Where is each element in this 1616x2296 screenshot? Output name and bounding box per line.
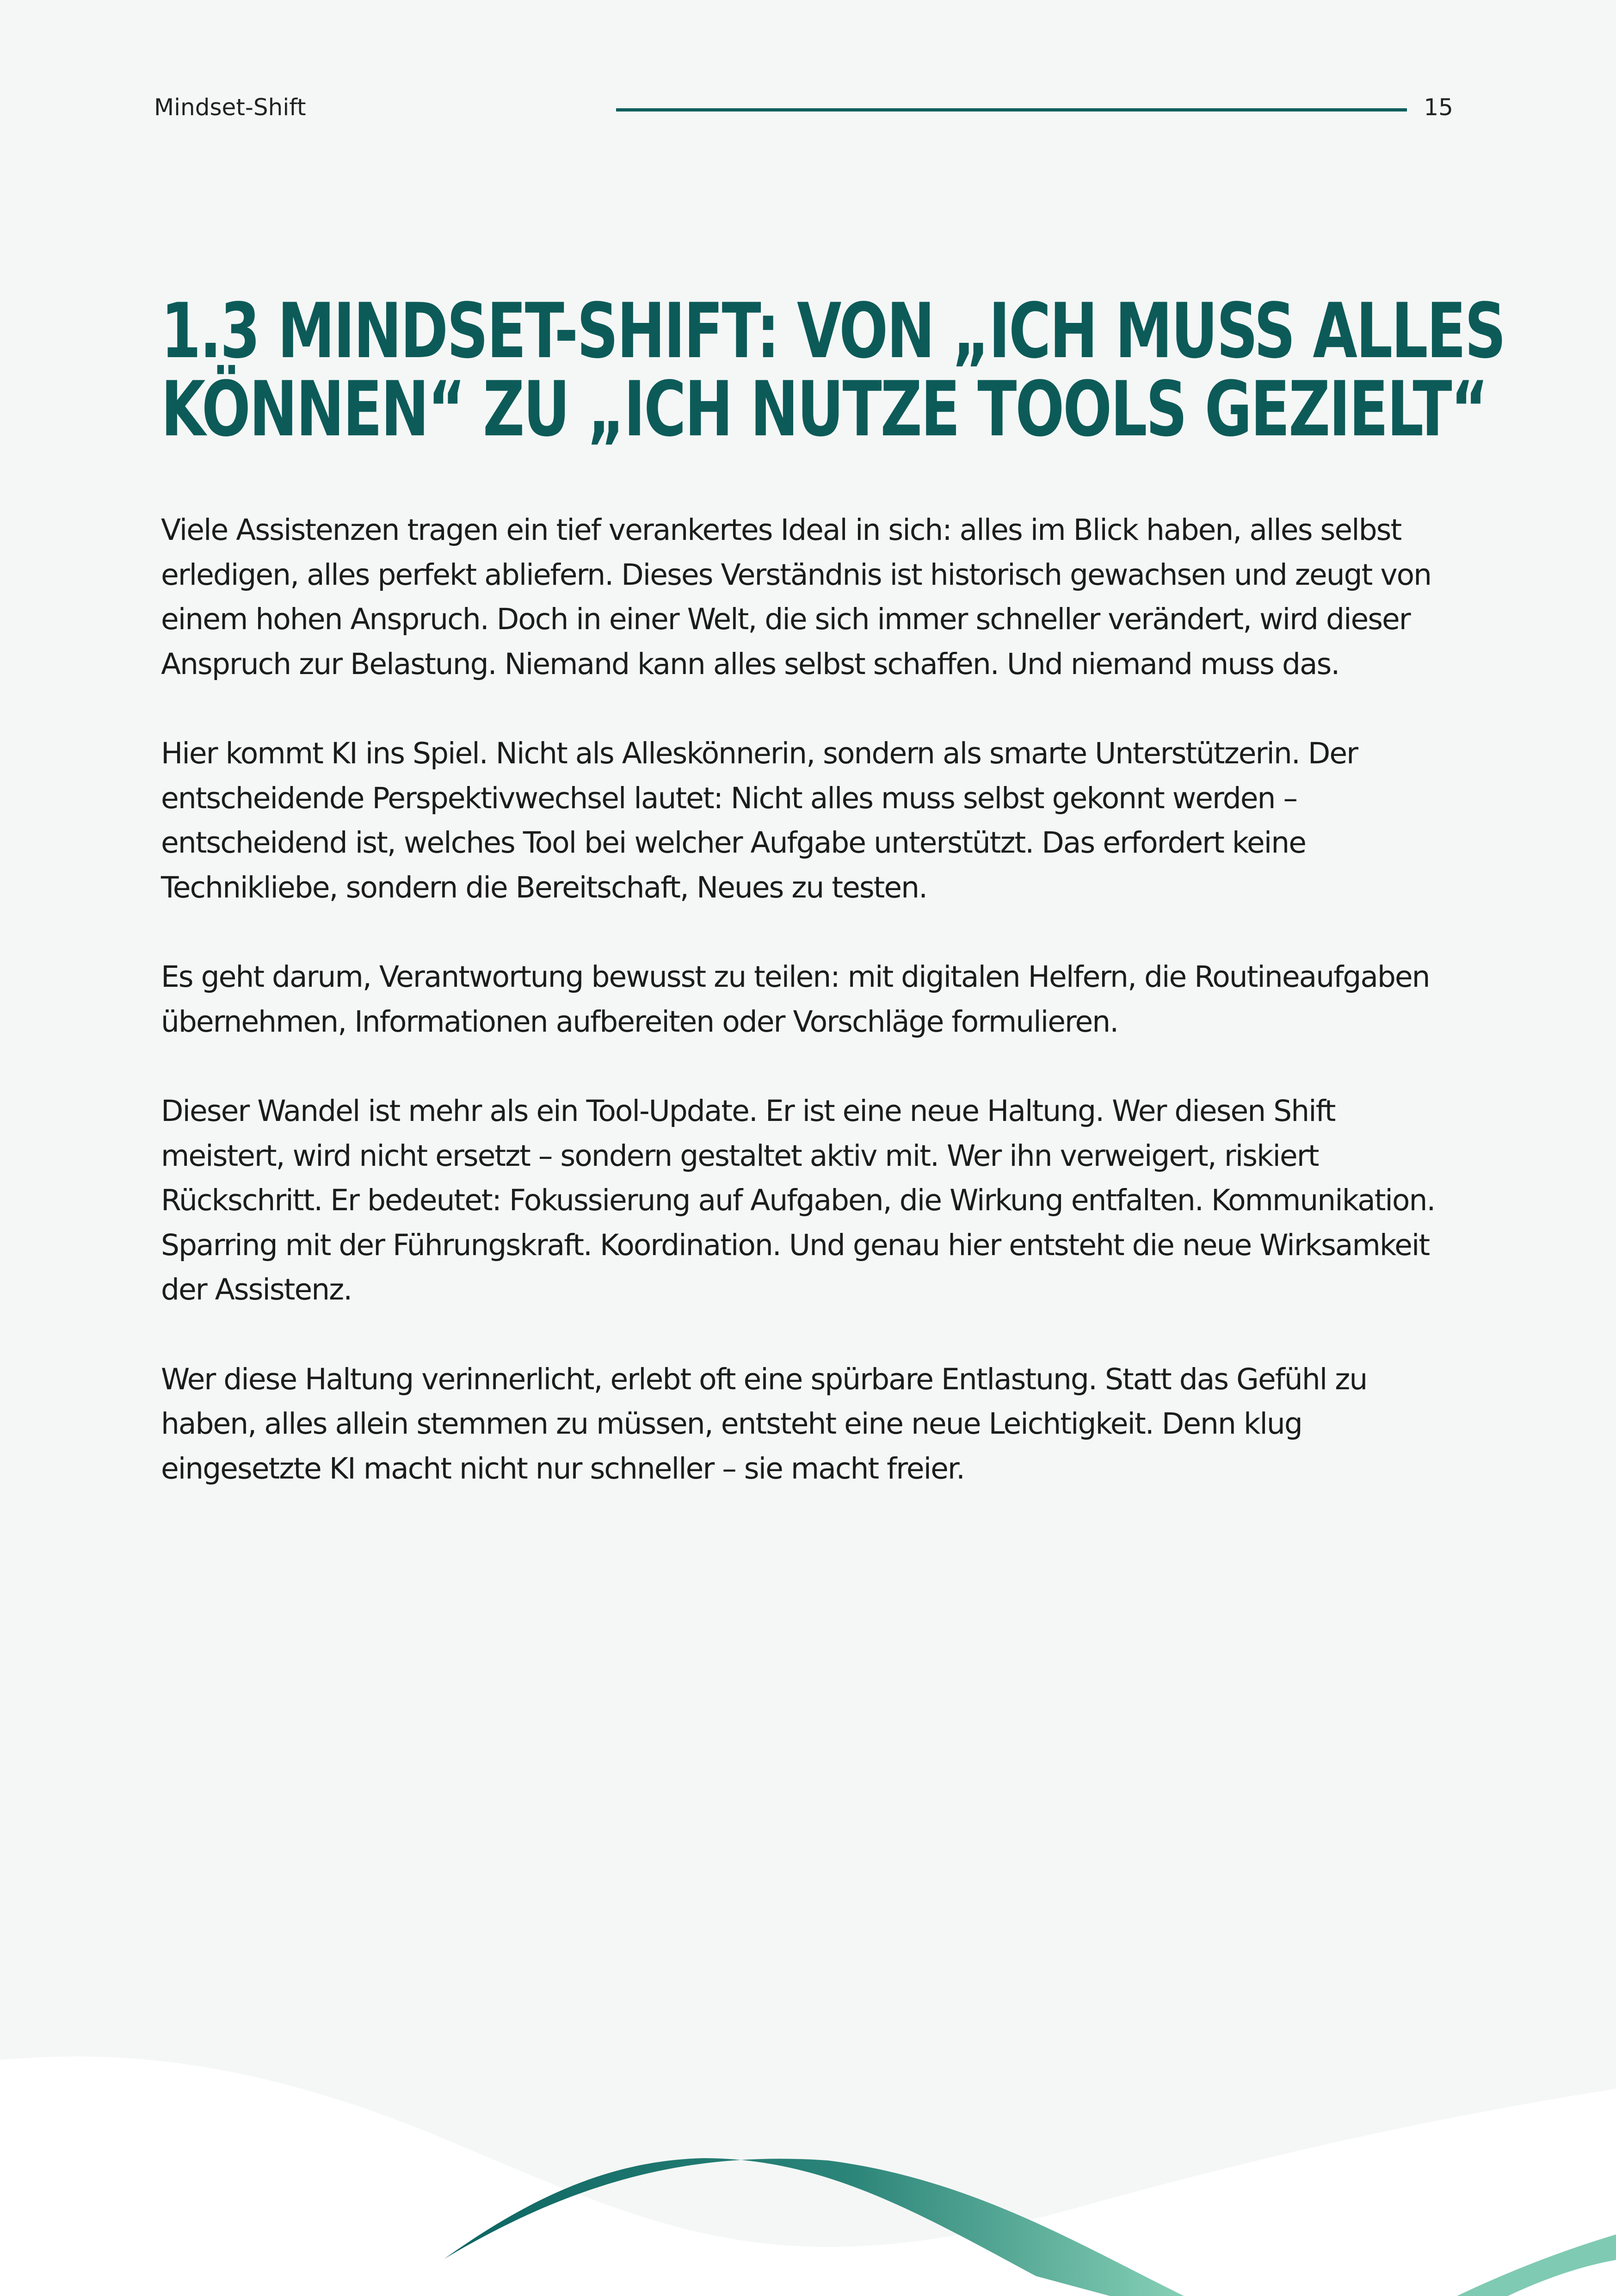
running-header-title: Mindset-Shift <box>154 94 306 121</box>
decorative-wave-footer <box>0 2026 1616 2296</box>
page-number: 15 <box>1424 94 1453 121</box>
body-text <box>161 508 1456 1536</box>
paragraph-3: Es geht darum, Verantwortung bewusst zu teilen: mit digitalen Helfern, die Routineaufgaben übernehmen, Informationen aufbereiten oder Vorschläge formulieren. <box>161 960 1430 1039</box>
paragraph-1: Viele Assistenzen tragen ein tief verankertes Ideal in sich: alles im Blick haben, alles selbst erledigen, alles perfekt abliefern. Dieses Verständnis ist historisch gewachsen und zeugt von einem hohen Anspruch. Doch in einer Welt, die sich immer schneller verändert, wird dieser Anspruch zur Belastung. Niemand kann alles selbst schaffen. Und niemand muss das. <box>161 513 1431 681</box>
paragraph-5: Wer diese Haltung verinnerlicht, erlebt oft eine spürbare Entlastung. Statt das Gefühl zu haben, alles allein stemmen zu müssen, entsteht eine neue Leichtigkeit. Denn klug eingesetzte KI macht nicht nur schneller – sie macht freier. <box>161 1362 1367 1485</box>
chapter-title-line-1: 1.3 MINDSET-SHIFT: VON „ICH MUSS ALLES <box>161 287 1505 375</box>
chapter-title-line-2: KÖNNEN“ ZU „ICH NUTZE TOOLS GEZIELT“ <box>161 365 1487 453</box>
header-divider-line <box>616 108 1407 111</box>
white-wave-shape <box>0 2056 1616 2296</box>
paragraph-4: Dieser Wandel ist mehr als ein Tool-Update. Er ist eine neue Haltung. Wer diesen Shift meistert, wird nicht ersetzt – sondern gestaltet aktiv mit. Wer ihn verweigert, riskiert Rückschritt. Er bedeutet: Fokussierung auf Aufgaben, die Wirkung entfalten. Kommunikation. Sparring mit der Führungskraft. Koordination. Und genau hier entsteht die neue Wirksamkeit der Assistenz. <box>161 1094 1435 1306</box>
chapter-title <box>161 287 1505 453</box>
paragraph-2: Hier kommt KI ins Spiel. Nicht als Alleskönnerin, sondern als smarte Unterstützerin. Der entscheidende Perspektivwechsel lautet: Nicht alles muss selbst gekonnt werden – entscheidend ist, welches Tool bei welcher Aufgabe unterstützt. Das erfordert keine Technikliebe, sondern die Bereitschaft, Neues zu testen. <box>161 736 1358 904</box>
